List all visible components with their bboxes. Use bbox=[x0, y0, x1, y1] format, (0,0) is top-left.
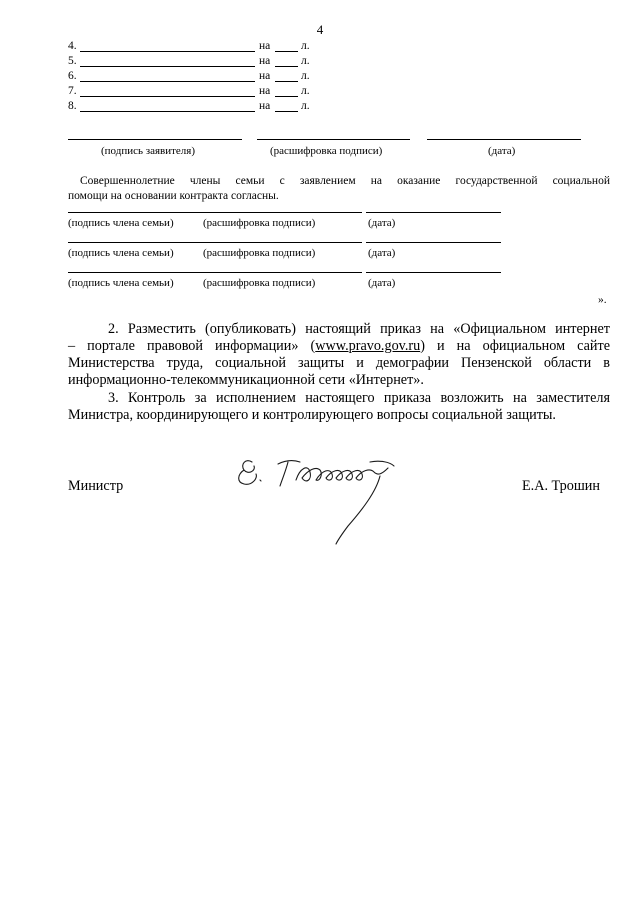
list-item-l: л. bbox=[301, 55, 310, 67]
date-line bbox=[427, 139, 581, 140]
paragraph-2-line-2 bbox=[68, 338, 610, 355]
paragraph-3-line-1: 3. Контроль за исполнением настоящего приказа возложить на заместителя bbox=[108, 390, 610, 406]
blank-line bbox=[275, 81, 298, 82]
family-consent-line-2: помощи на основании контракта согласны. bbox=[68, 190, 279, 202]
family-consent-line-1: Совершеннолетние члены семьи с заявлением на оказание государственной социальной bbox=[80, 175, 610, 187]
blank-line bbox=[275, 51, 298, 52]
family-decode-label: (расшифровка подписи) bbox=[203, 217, 316, 229]
paragraph-2-line-4: информационно-телекоммуникационной сети «Интернет». bbox=[68, 372, 424, 388]
list-item-number: 8. bbox=[68, 100, 77, 112]
family-signature-label: (подпись члена семьи) bbox=[68, 247, 174, 259]
signature-line bbox=[68, 139, 242, 140]
paragraph-3-line-2: Министра, координирующего и контролирующего вопросы социальной защиты. bbox=[68, 407, 556, 423]
signature-line bbox=[68, 212, 203, 213]
family-date-label: (дата) bbox=[368, 277, 396, 289]
date-line bbox=[366, 242, 501, 243]
applicant-decode-label: (расшифровка подписи) bbox=[270, 145, 383, 157]
blank-line bbox=[275, 111, 298, 112]
list-item-l: л. bbox=[301, 70, 310, 82]
list-item-number: 4. bbox=[68, 40, 77, 52]
blank-line bbox=[80, 66, 255, 67]
signature-line bbox=[68, 272, 203, 273]
decode-line bbox=[257, 139, 410, 140]
paragraph-2-line-1: 2. Разместить (опубликовать) настоящий приказ на «Официальном интернет bbox=[108, 321, 610, 337]
applicant-signature-label: (подпись заявителя) bbox=[101, 145, 196, 157]
list-item-na: на bbox=[259, 100, 271, 112]
paragraph-2-text-b: ) и на официальном сайте bbox=[420, 338, 611, 354]
blank-line bbox=[80, 111, 255, 112]
family-decode-label: (расшифровка подписи) bbox=[203, 277, 316, 289]
handwritten-signature bbox=[230, 440, 410, 550]
family-date-label: (дата) bbox=[368, 247, 396, 259]
date-line bbox=[366, 272, 501, 273]
paragraph-2-line-3: Министерства труда, социальной защиты и демографии Пензенской области в bbox=[68, 355, 610, 371]
list-item-l: л. bbox=[301, 40, 310, 52]
decode-line bbox=[203, 272, 362, 273]
decode-line bbox=[203, 242, 362, 243]
signatory-title: Министр bbox=[68, 478, 124, 494]
signatory-name: Е.А. Трошин bbox=[522, 478, 600, 494]
paragraph-2-text-a: – портале правовой информации» ( bbox=[68, 338, 316, 354]
pravo-link[interactable]: www.pravo.gov.ru bbox=[315, 338, 421, 354]
blank-line bbox=[275, 96, 298, 97]
page-number: 4 bbox=[316, 22, 324, 37]
list-item-na: на bbox=[259, 40, 271, 52]
list-item-l: л. bbox=[301, 100, 310, 112]
family-date-label: (дата) bbox=[368, 217, 396, 229]
date-line bbox=[366, 212, 501, 213]
applicant-date-label: (дата) bbox=[488, 145, 516, 157]
family-decode-label: (расшифровка подписи) bbox=[203, 247, 316, 259]
signature-line bbox=[68, 242, 203, 243]
decode-line bbox=[203, 212, 362, 213]
list-item-l: л. bbox=[301, 85, 310, 97]
list-item-na: на bbox=[259, 55, 271, 67]
family-signature-label: (подпись члена семьи) bbox=[68, 277, 174, 289]
blank-line bbox=[275, 66, 298, 67]
closing-quote: ». bbox=[598, 294, 607, 306]
list-item-na: на bbox=[259, 85, 271, 97]
blank-line bbox=[80, 51, 255, 52]
list-item-number: 6. bbox=[68, 70, 77, 82]
list-item-number: 7. bbox=[68, 85, 77, 97]
blank-line bbox=[80, 96, 255, 97]
family-signature-label: (подпись члена семьи) bbox=[68, 217, 174, 229]
list-item-na: на bbox=[259, 70, 271, 82]
list-item-number: 5. bbox=[68, 55, 77, 67]
blank-line bbox=[80, 81, 255, 82]
